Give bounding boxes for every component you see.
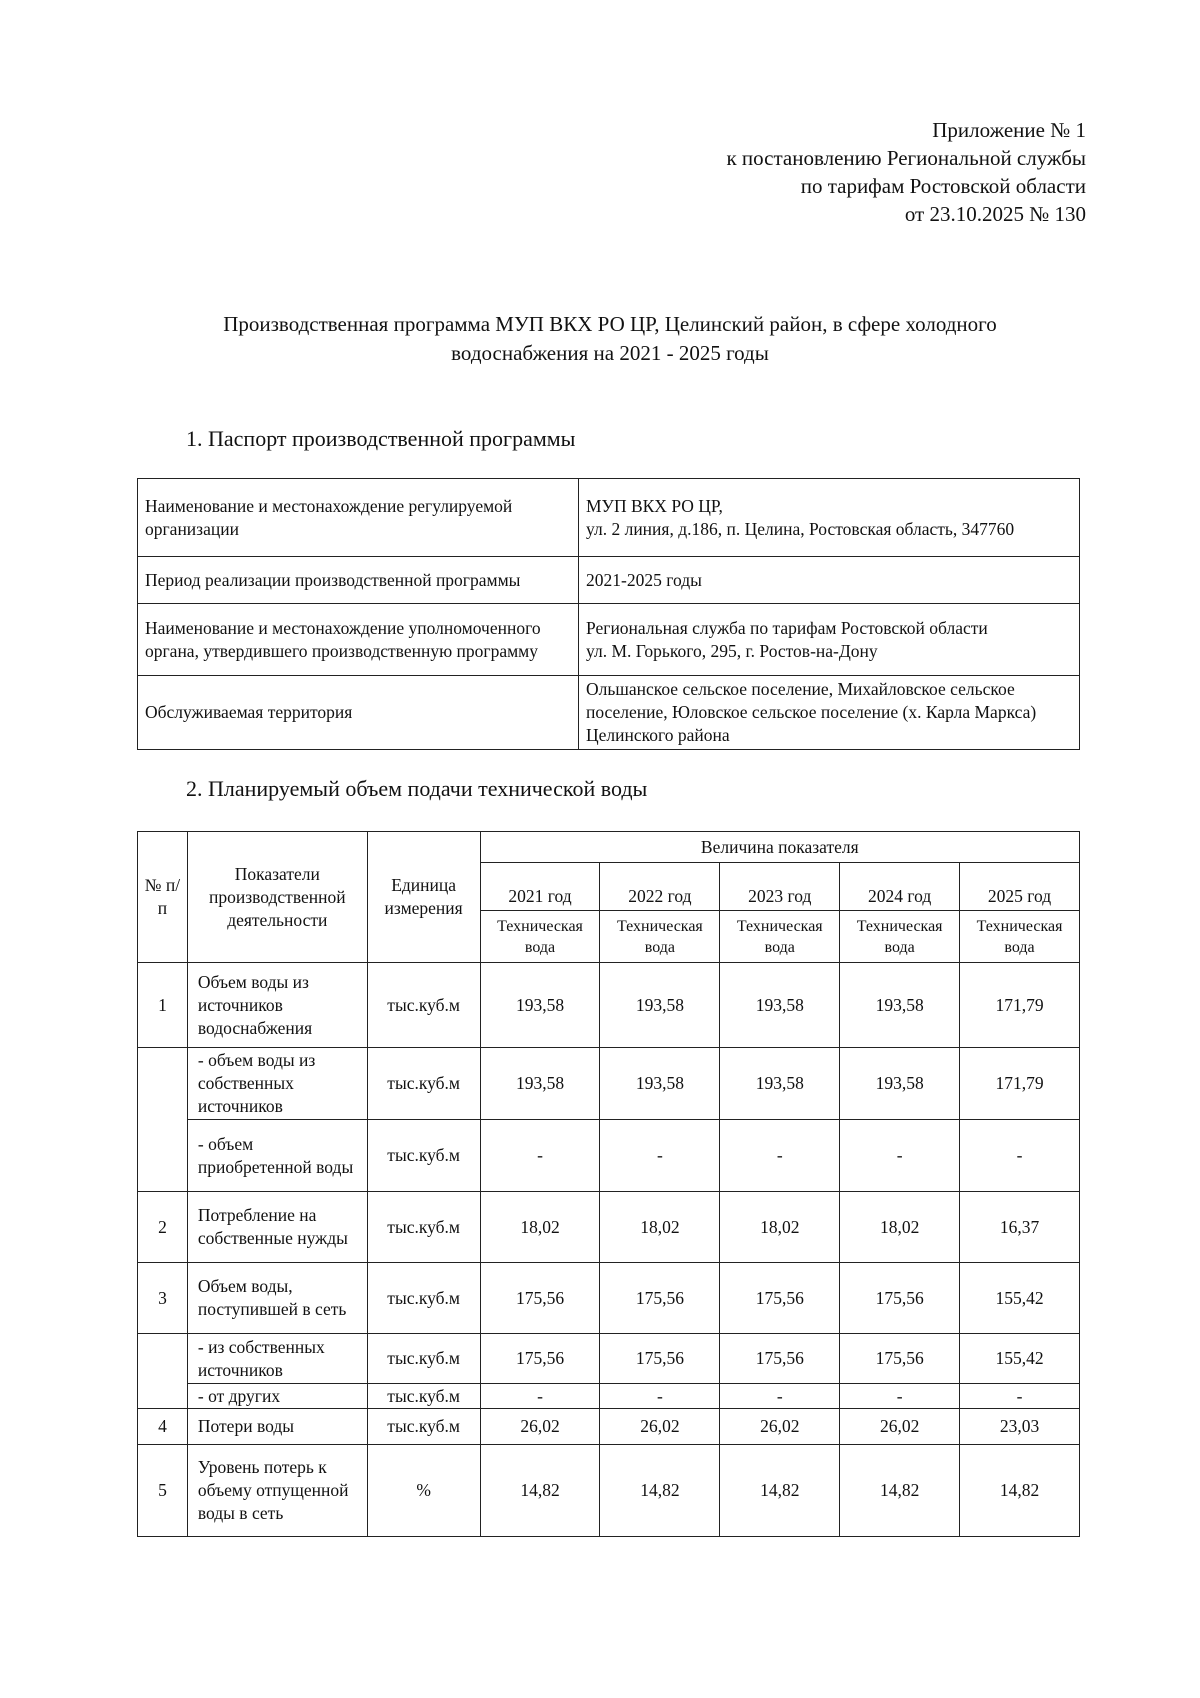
row-value: 193,58 [720, 1048, 840, 1120]
row-value: 16,37 [960, 1192, 1080, 1263]
row-value: 14,82 [720, 1445, 840, 1537]
passport-value-line: ул. 2 линия, д.186, п. Целина, Ростовская область, 347760 [586, 518, 1015, 539]
row-num [138, 1048, 188, 1192]
row-value: 18,02 [600, 1192, 720, 1263]
row-value: 175,56 [480, 1334, 600, 1384]
header-year: 2023 год [720, 863, 840, 911]
row-value: 14,82 [840, 1445, 960, 1537]
row-unit: тыс.куб.м [367, 963, 480, 1048]
header-water-type: Техническая вода [720, 911, 840, 963]
row-value: 26,02 [720, 1409, 840, 1445]
row-value: 26,02 [600, 1409, 720, 1445]
row-value: 193,58 [840, 963, 960, 1048]
row-value: 175,56 [600, 1334, 720, 1384]
passport-value-line: 2021-2025 годы [586, 569, 702, 590]
header-value: Величина показателя [480, 832, 1079, 863]
table-row [138, 1409, 1080, 1445]
row-value: 155,42 [960, 1263, 1080, 1334]
row-value: 155,42 [960, 1334, 1080, 1384]
row-value: - [600, 1384, 720, 1409]
table-row [138, 963, 1080, 1048]
document-title [130, 310, 1090, 368]
passport-value [579, 604, 1080, 676]
header-year: 2025 год [960, 863, 1080, 911]
table-row [138, 1120, 1080, 1192]
passport-key: Наименование и местонахождение регулируемой организации [138, 479, 579, 557]
header-year: 2022 год [600, 863, 720, 911]
appendix-line: по тарифам Ростовской области [800, 174, 1086, 198]
row-name: - от других [187, 1384, 367, 1409]
table-row [138, 557, 1080, 604]
row-value: - [480, 1384, 600, 1409]
row-value: 175,56 [720, 1263, 840, 1334]
row-value: 193,58 [720, 963, 840, 1048]
row-value: - [960, 1384, 1080, 1409]
row-num: 4 [138, 1409, 188, 1445]
row-name: - объем приобретенной воды [187, 1120, 367, 1192]
row-value: 18,02 [720, 1192, 840, 1263]
row-unit: % [367, 1445, 480, 1537]
table-row [138, 1334, 1080, 1384]
row-value: 26,02 [840, 1409, 960, 1445]
header-year: 2021 год [480, 863, 600, 911]
row-value: - [720, 1384, 840, 1409]
row-value: 175,56 [720, 1334, 840, 1384]
passport-value-line: МУП ВКХ РО ЦР, [586, 495, 723, 516]
row-value: 26,02 [480, 1409, 600, 1445]
row-name: - из собственных источников [187, 1334, 367, 1384]
row-value: - [480, 1120, 600, 1192]
passport-value-line: ул. М. Горького, 295, г. Ростов-на-Дону [586, 640, 878, 661]
row-value: 171,79 [960, 963, 1080, 1048]
passport-key: Период реализации производственной программы [138, 557, 579, 604]
row-unit: тыс.куб.м [367, 1384, 480, 1409]
row-value: 175,56 [840, 1334, 960, 1384]
passport-value-line: Ольшанское сельское поселение, Михайловское сельское поселение, Юловское сельское поселение (х. Карла Маркса) Целинского района [586, 679, 1037, 745]
section-1-title: 1. Паспорт производственной программы [186, 426, 576, 451]
title-line: водоснабжения на 2021 - 2025 годы [451, 341, 769, 365]
row-value: 193,58 [600, 1048, 720, 1120]
row-value: 14,82 [480, 1445, 600, 1537]
row-name: Объем воды, поступившей в сеть [187, 1263, 367, 1334]
row-num [138, 1334, 188, 1409]
row-name: Объем воды из источников водоснабжения [187, 963, 367, 1048]
passport-value-line: Региональная служба по тарифам Ростовской области [586, 617, 988, 638]
table-row [138, 1192, 1080, 1263]
passport-key: Обслуживаемая территория [138, 676, 579, 750]
row-value: - [720, 1120, 840, 1192]
appendix-line: Приложение № 1 [932, 118, 1086, 142]
header-water-type: Техническая вода [960, 911, 1080, 963]
row-value: 193,58 [600, 963, 720, 1048]
row-num: 3 [138, 1263, 188, 1334]
table-row [138, 1384, 1080, 1409]
appendix-line: от 23.10.2025 № 130 [904, 202, 1086, 226]
row-unit: тыс.куб.м [367, 1048, 480, 1120]
appendix-header [526, 116, 1086, 228]
row-num: 2 [138, 1192, 188, 1263]
header-row [138, 832, 1080, 863]
table-row [138, 604, 1080, 676]
row-value: 175,56 [600, 1263, 720, 1334]
row-value: 18,02 [480, 1192, 600, 1263]
row-value: - [600, 1120, 720, 1192]
row-unit: тыс.куб.м [367, 1334, 480, 1384]
passport-key: Наименование и местонахождение уполномоченного органа, утвердившего производственную программу [138, 604, 579, 676]
appendix-line: к постановлению Региональной службы [726, 146, 1086, 170]
table-row [138, 1445, 1080, 1537]
row-num: 5 [138, 1445, 188, 1537]
row-unit: тыс.куб.м [367, 1263, 480, 1334]
title-line: Производственная программа МУП ВКХ РО ЦР, Целинский район, в сфере холодного [223, 312, 997, 336]
row-value: 175,56 [840, 1263, 960, 1334]
passport-table [137, 478, 1080, 750]
row-name: Потребление на собственные нужды [187, 1192, 367, 1263]
row-value: - [840, 1120, 960, 1192]
row-value: 23,03 [960, 1409, 1080, 1445]
header-indicator: Показатели производственной деятельности [187, 832, 367, 963]
row-num: 1 [138, 963, 188, 1048]
table-row [138, 1048, 1080, 1120]
row-value: - [960, 1120, 1080, 1192]
header-unit: Единица измерения [367, 832, 480, 963]
water-volume-table [137, 831, 1080, 1537]
row-name: - объем воды из собственных источников [187, 1048, 367, 1120]
header-water-type: Техническая вода [480, 911, 600, 963]
row-unit: тыс.куб.м [367, 1409, 480, 1445]
row-value: 14,82 [600, 1445, 720, 1537]
row-unit: тыс.куб.м [367, 1120, 480, 1192]
header-water-type: Техническая вода [840, 911, 960, 963]
passport-value [579, 479, 1080, 557]
row-value: 171,79 [960, 1048, 1080, 1120]
passport-value [579, 676, 1080, 750]
row-value: - [840, 1384, 960, 1409]
row-name: Потери воды [187, 1409, 367, 1445]
section-2-title: 2. Планируемый объем подачи технической воды [186, 776, 648, 801]
row-value: 193,58 [480, 1048, 600, 1120]
header-water-type: Техническая вода [600, 911, 720, 963]
row-value: 193,58 [840, 1048, 960, 1120]
row-value: 175,56 [480, 1263, 600, 1334]
header-num: № п/п [138, 832, 188, 963]
table-row [138, 676, 1080, 750]
table-row [138, 479, 1080, 557]
row-value: 14,82 [960, 1445, 1080, 1537]
row-name: Уровень потерь к объему отпущенной воды в сеть [187, 1445, 367, 1537]
passport-value [579, 557, 1080, 604]
table-row [138, 1263, 1080, 1334]
row-unit: тыс.куб.м [367, 1192, 480, 1263]
header-year: 2024 год [840, 863, 960, 911]
row-value: 193,58 [480, 963, 600, 1048]
row-value: 18,02 [840, 1192, 960, 1263]
